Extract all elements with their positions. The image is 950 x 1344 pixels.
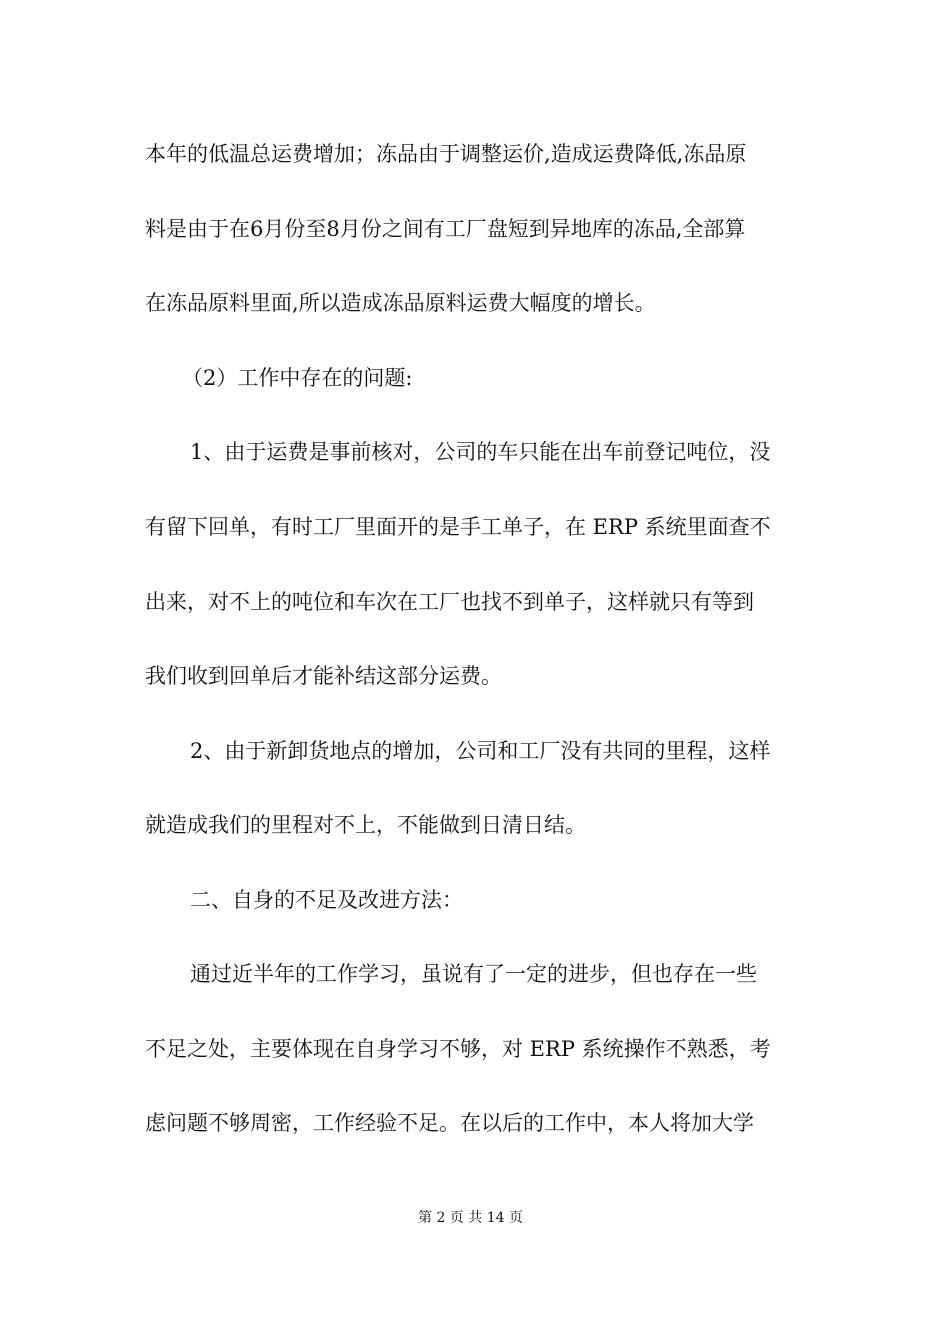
text-line-14 xyxy=(0,1103,950,1143)
text-line-9 xyxy=(0,731,950,771)
text-line-13 xyxy=(0,1029,950,1069)
line-text: 出来，对不上的吨位和车次在工厂也找不到单子，这样就只有等到 xyxy=(145,590,754,614)
line-text: 1、由于运费是事前核对，公司的车只能在出车前登记吨位，没 xyxy=(190,440,771,464)
text-line-7 xyxy=(0,582,950,622)
heading-text: 二、自身的不足及改进方法： xyxy=(190,888,463,912)
page-number: 第 2 页 共 14 页 xyxy=(418,1210,523,1226)
line-text: 就造成我们的里程对不上，不能做到日清日结。 xyxy=(145,813,586,837)
heading-text: （2）工作中存在的问题: xyxy=(182,366,413,390)
line-text: 有留下回单，有时工厂里面开的是手工单子，在 ERP 系统里面查不 xyxy=(145,515,771,539)
text-line-5 xyxy=(0,432,950,472)
line-text: 不足之处，主要体现在自身学习不够，对 ERP 系统操作不熟悉，考 xyxy=(145,1037,771,1061)
line-text: 料是由于在6月份至8月份之间有工厂盘短到异地库的冻品,全部算 xyxy=(145,217,746,241)
line-text: 2、由于新卸货地点的增加，公司和工厂没有共同的里程，这样 xyxy=(190,739,771,763)
text-line-8 xyxy=(0,656,950,696)
text-line-10 xyxy=(0,805,950,845)
text-line-12 xyxy=(0,954,950,994)
page-footer xyxy=(0,1206,950,1230)
line-text: 虑问题不够周密，工作经验不足。在以后的工作中，本人将加大学 xyxy=(145,1111,754,1135)
text-line-2 xyxy=(0,209,950,249)
text-line-6 xyxy=(0,507,950,547)
line-text: 我们收到回单后才能补结这部分运费。 xyxy=(145,664,502,688)
section-heading-problems xyxy=(0,358,950,398)
line-text: 本年的低温总运费增加；冻品由于调整运价,造成运费降低,冻品原 xyxy=(145,142,747,166)
section-heading-shortcomings xyxy=(0,880,950,920)
text-line-1 xyxy=(0,134,950,174)
line-text: 通过近半年的工作学习，虽说有了一定的进步，但也存在一些 xyxy=(190,962,757,986)
text-line-3 xyxy=(0,283,950,323)
line-text: 在冻品原料里面,所以造成冻品原料运费大幅度的增长。 xyxy=(145,291,656,315)
